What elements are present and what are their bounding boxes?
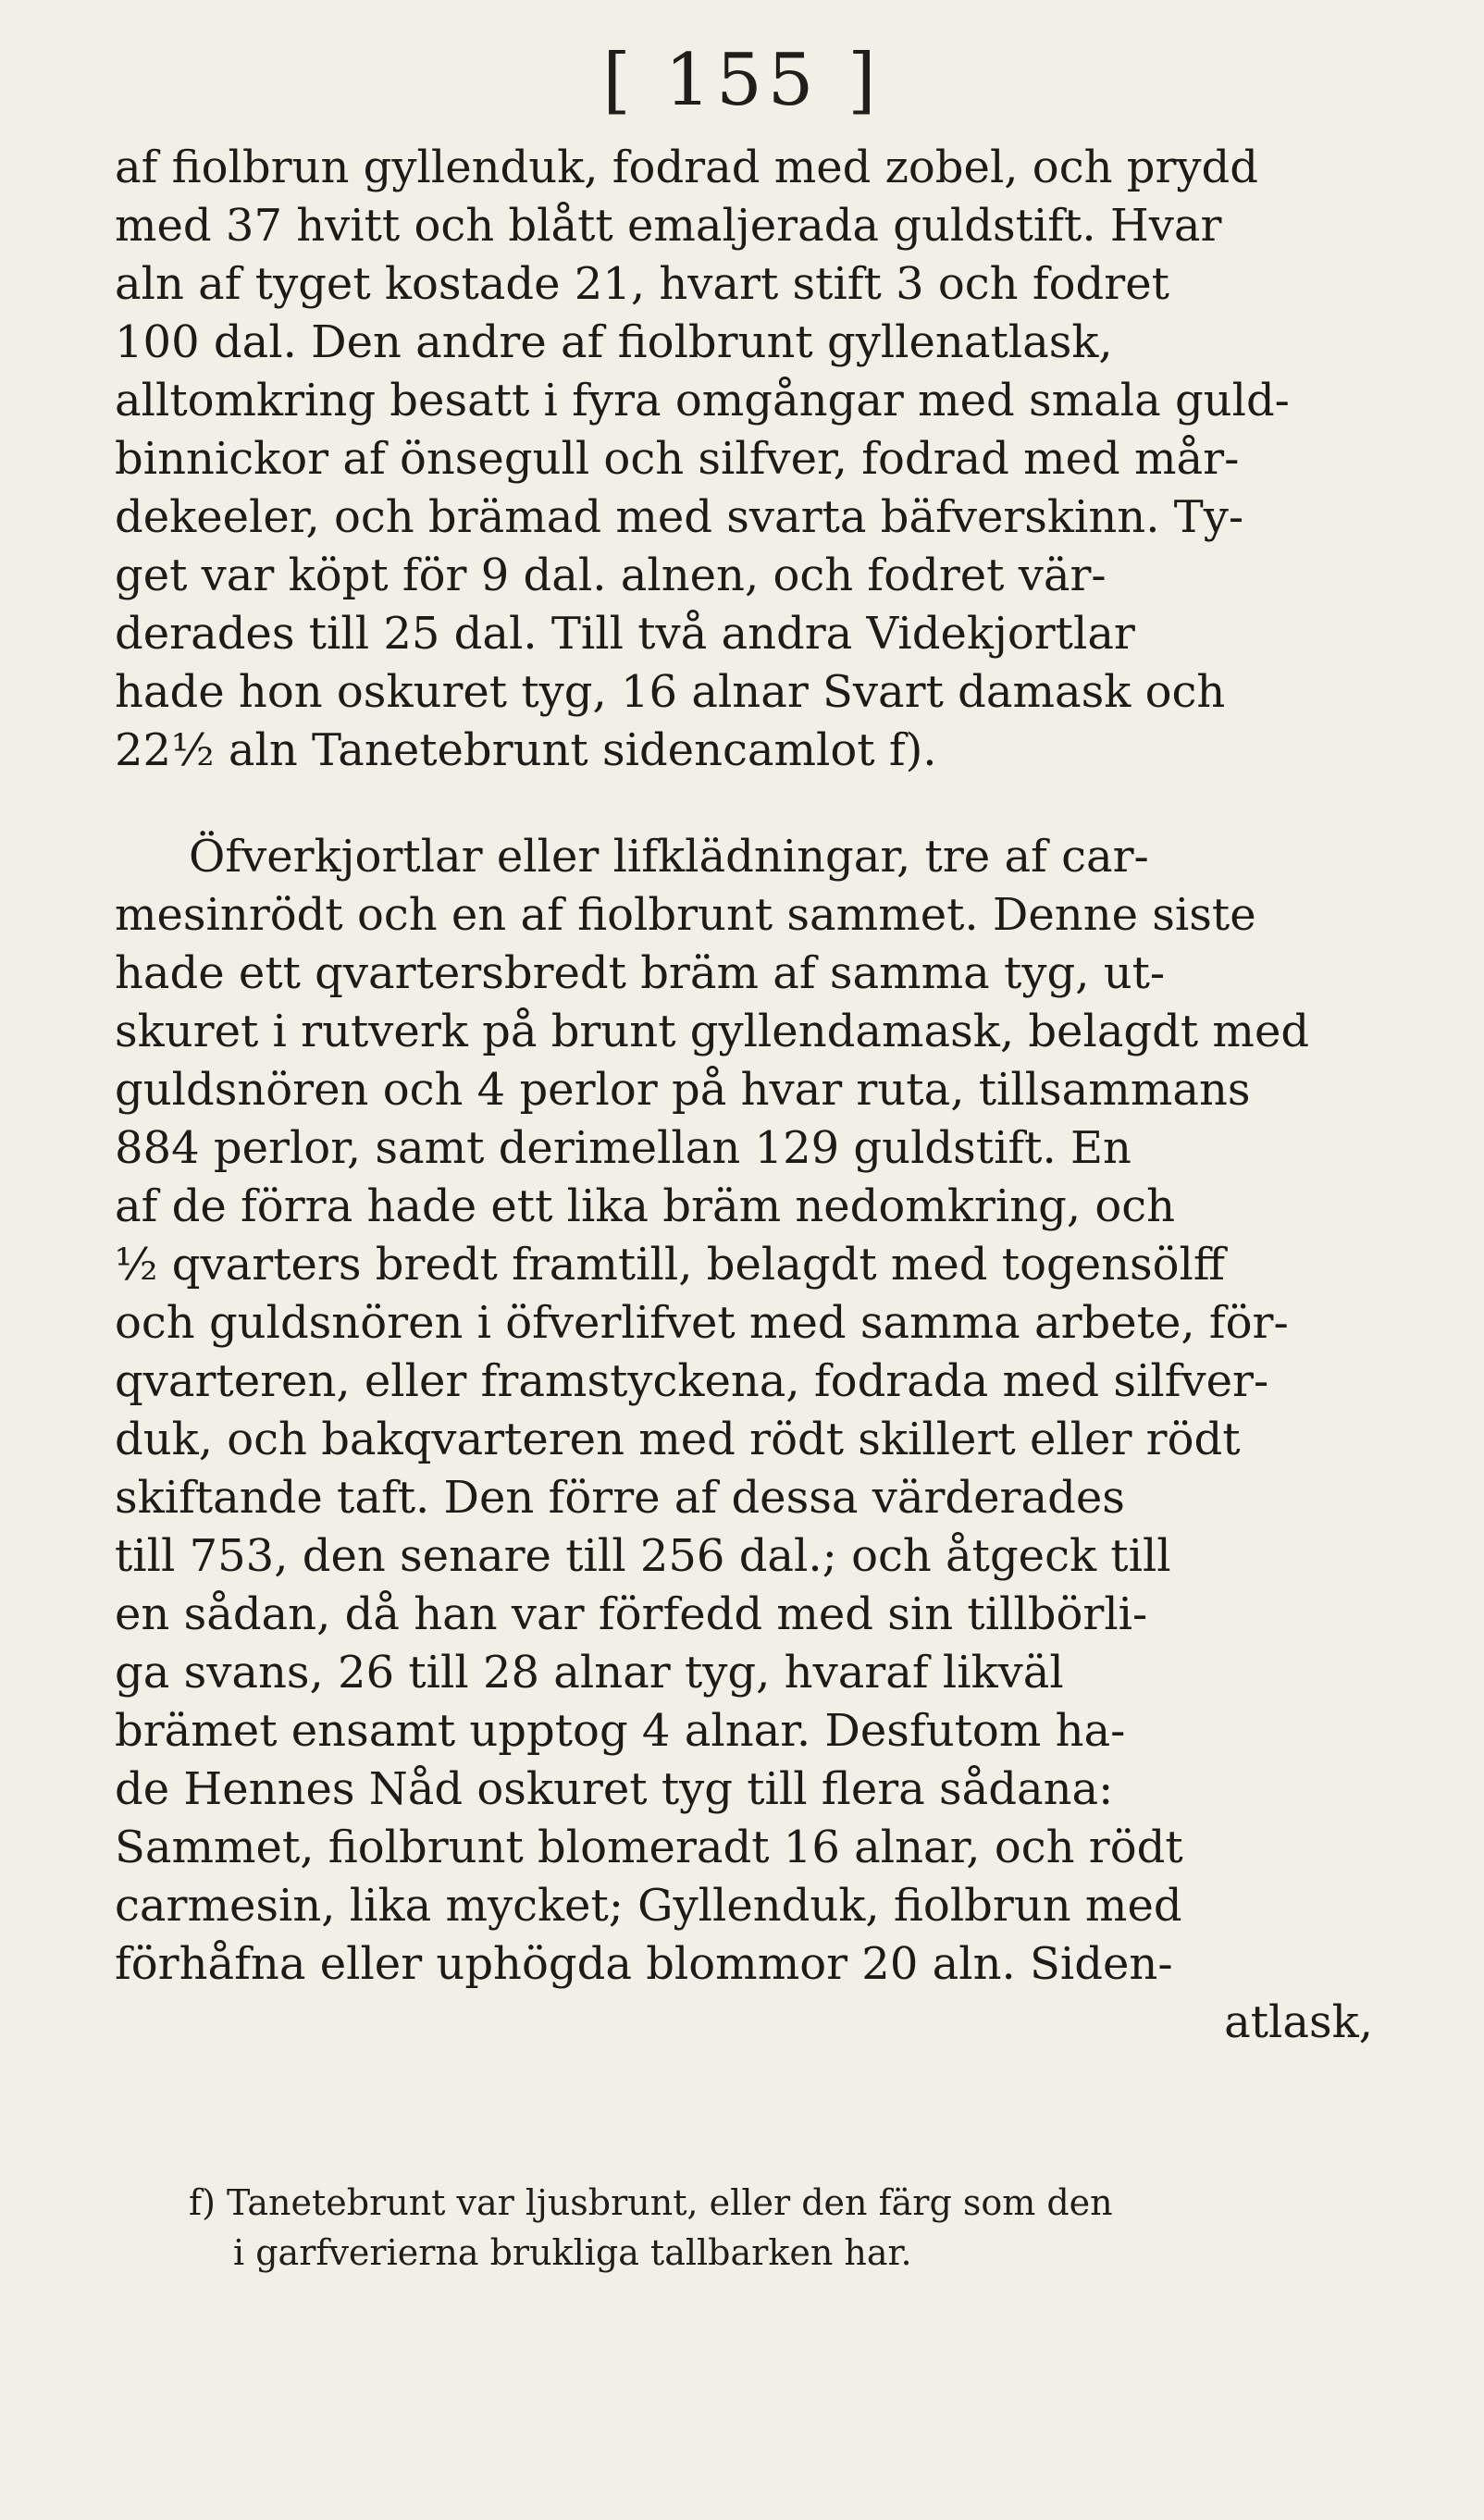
text-line: duk, och bakqvarteren med rödt skillert eller rödt (115, 1414, 1241, 1465)
text-line: en sådan, då han var förfedd med sin tillbörli- (115, 1588, 1148, 1640)
text-line: get var köpt för 9 dal. alnen, och fodret vär- (115, 550, 1107, 601)
text-line: guldsnören och 4 perlor på hvar ruta, tillsammans (115, 1064, 1251, 1116)
text-line: de Hennes Nåd oskuret tyg till flera sådana: (115, 1763, 1114, 1815)
text-line: carmesin, lika mycket; Gyllenduk, fiolbrun med (115, 1880, 1182, 1932)
text-line: Sammet, fiolbrunt blomeradt 16 alnar, och rödt (115, 1822, 1183, 1873)
text-line: 100 dal. Den andre af fiolbrunt gyllenatlask, (115, 316, 1113, 368)
text-line: med 37 hvitt och blått emaljerada guldstift. Hvar (115, 200, 1222, 252)
text-line: och guldsnören i öfverlifvet med samma arbete, för- (115, 1297, 1289, 1349)
text-line: hade ett qvartersbredt bräm af samma tyg, ut- (115, 947, 1166, 999)
text-line: skuret i rutverk på brunt gyllendamask, belagdt med (115, 1006, 1310, 1057)
text-line: ga svans, 26 till 28 alnar tyg, hvaraf likväl (115, 1647, 1064, 1699)
footnote-line: i garfverierna brukliga tallbarken har. (233, 2232, 912, 2273)
text-line: binnickor af önsegull och silfver, fodrad med mår- (115, 433, 1240, 485)
text-line: mesinrödt och en af fiolbrunt sammet. Denne siste (115, 889, 1256, 941)
text-line: aln af tyget kostade 21, hvart stift 3 och fodret (115, 258, 1169, 310)
footnote-line: f) Tanetebrunt var ljusbrunt, eller den färg som den (189, 2182, 1113, 2223)
footnote (115, 2178, 1373, 2278)
text-line: alltomkring besatt i fyra omgångar med smala guld- (115, 375, 1290, 426)
text-line: hade hon oskuret tyg, 16 alnar Svart damask och (115, 666, 1226, 718)
text-line: 884 perlor, samt derimellan 129 guldstift. En (115, 1122, 1132, 1174)
text-line: Öfverkjortlar eller lifklädningar, tre af car- (189, 831, 1149, 883)
body-text (115, 139, 1373, 2052)
text-line: 22½ aln Tanetebrunt sidencamlot f). (115, 724, 937, 776)
text-line: af de förra hade ett lika bräm nedomkring, och (115, 1180, 1176, 1232)
page-number: [ 155 ] (602, 39, 882, 122)
paragraph-break (115, 780, 1373, 828)
text-line: qvarteren, eller framstyckena, fodrada med silfver- (115, 1355, 1269, 1407)
text-line: till 753, den senare till 256 dal.; och åtgeck till (115, 1530, 1171, 1582)
text-line: derades till 25 dal. Till två andra Videkjortlar (115, 608, 1135, 660)
text-line: brämet ensamt upptog 4 alnar. Desfutom ha- (115, 1705, 1126, 1757)
text-line: ½ qvarters bredt framtill, belagdt med togensölff (115, 1239, 1225, 1291)
text-line: af fiolbrun gyllenduk, fodrad med zobel, och prydd (115, 142, 1258, 193)
text-line: dekeeler, och brämad med svarta bäfverskinn. Ty- (115, 491, 1244, 543)
text-line: skiftande taft. Den förre af dessa värderades (115, 1472, 1125, 1524)
text-line: förhåfna eller uphögda blommor 20 aln. Siden- (115, 1938, 1173, 1990)
catchword: atlask, (1224, 1996, 1373, 2048)
